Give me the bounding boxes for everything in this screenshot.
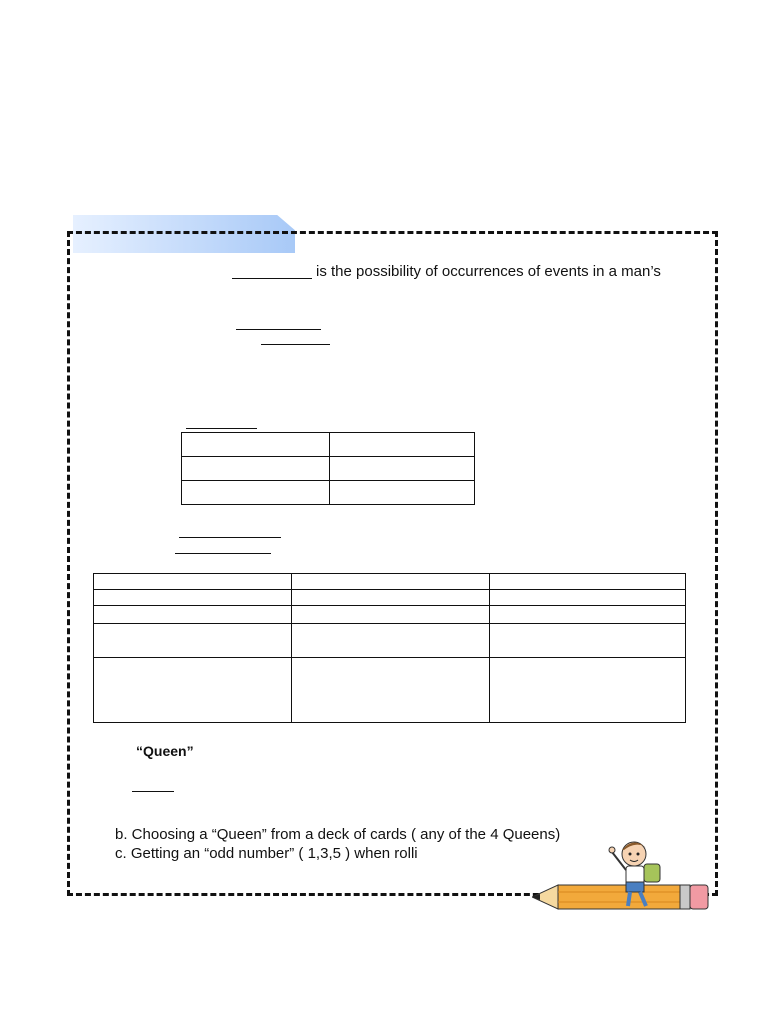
large-table-cell[interactable] bbox=[490, 574, 686, 590]
small-table-cell[interactable] bbox=[330, 433, 475, 457]
large-table-cell[interactable] bbox=[94, 606, 292, 624]
large-table-cell[interactable] bbox=[490, 624, 686, 658]
large-table-cell[interactable] bbox=[490, 606, 686, 624]
answer-blank-4[interactable] bbox=[186, 428, 257, 429]
answer-blank-7[interactable] bbox=[132, 791, 174, 792]
answer-blank-6[interactable] bbox=[175, 553, 271, 554]
large-table-cell[interactable] bbox=[292, 658, 490, 723]
large-table-cell[interactable] bbox=[94, 624, 292, 658]
queen-label: “Queen” bbox=[136, 743, 194, 759]
large-table-cell[interactable] bbox=[292, 590, 490, 606]
small-table-cell[interactable] bbox=[182, 457, 330, 481]
small-table-cell[interactable] bbox=[330, 481, 475, 505]
answer-blank-5[interactable] bbox=[179, 537, 281, 538]
answer-blank-2[interactable] bbox=[236, 329, 321, 330]
small-table-cell[interactable] bbox=[182, 433, 330, 457]
large-table-cell[interactable] bbox=[292, 606, 490, 624]
large-table-cell[interactable] bbox=[292, 574, 490, 590]
boy-with-backpack-icon bbox=[606, 836, 676, 916]
answer-blank-1[interactable] bbox=[232, 278, 312, 279]
large-table bbox=[93, 573, 686, 723]
small-table bbox=[181, 432, 475, 505]
large-table-cell[interactable] bbox=[94, 590, 292, 606]
small-table-cell[interactable] bbox=[182, 481, 330, 505]
small-table-cell[interactable] bbox=[330, 457, 475, 481]
answer-blank-3[interactable] bbox=[261, 344, 330, 345]
large-table-cell[interactable] bbox=[490, 590, 686, 606]
large-table-cell[interactable] bbox=[292, 624, 490, 658]
list-item-b: b. Choosing a “Queen” from a deck of cards ( any of the 4 Queens) bbox=[115, 826, 561, 843]
large-table-cell[interactable] bbox=[94, 574, 292, 590]
large-table-cell[interactable] bbox=[490, 658, 686, 723]
content-frame bbox=[67, 231, 718, 896]
large-table-cell[interactable] bbox=[94, 658, 292, 723]
list-item-c: c. Getting an “odd number” ( 1,3,5 ) when rolli bbox=[115, 845, 418, 862]
definition-sentence: is the possibility of occurrences of events in a man’s bbox=[316, 263, 661, 280]
